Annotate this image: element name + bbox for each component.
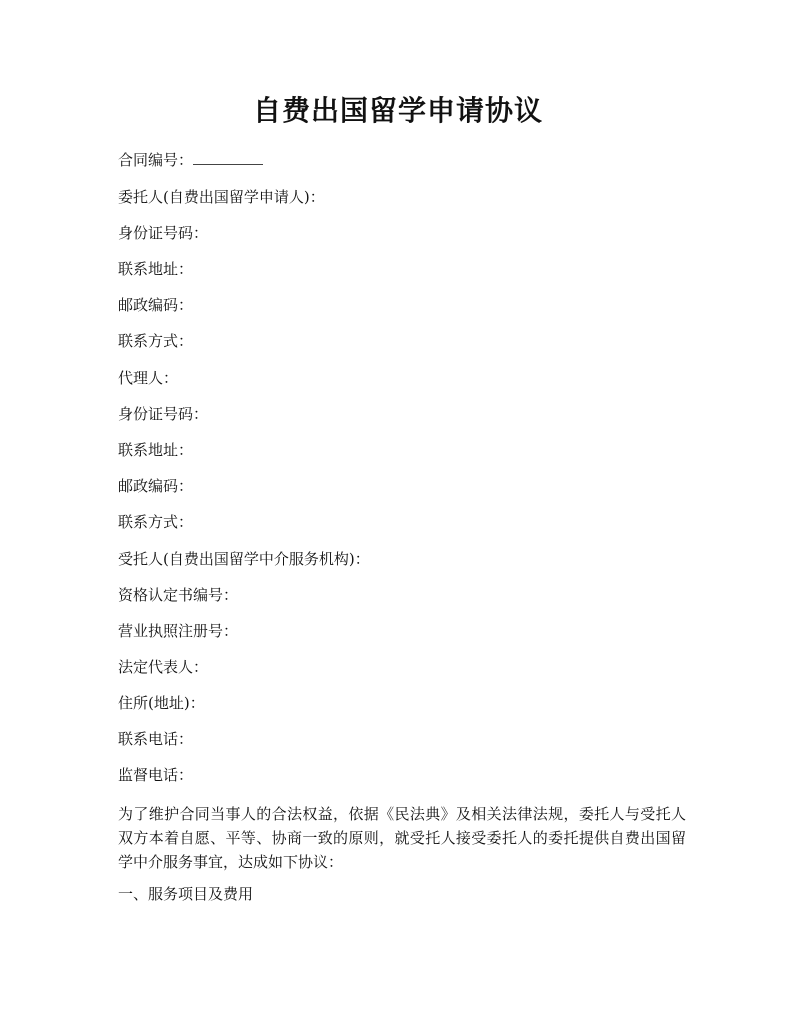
intro-paragraph: 为了维护合同当事人的合法权益，依据《民法典》及相关法律法规，委托人与受托人双方本着自愿、平等、协商一致的原则，就受托人接受委托人的委托提供自费出国留学中介服务事宜，达成如下协议：	[118, 805, 686, 871]
field-client-address: 联系地址：	[118, 260, 194, 278]
field-trustee-license-number: 营业执照注册号：	[118, 622, 239, 640]
field-agent-contact: 联系方式：	[118, 513, 194, 531]
field-agent-postcode: 邮政编码：	[118, 477, 194, 495]
field-supervision-phone: 监督电话：	[118, 766, 194, 784]
field-trustee-certificate-number: 资格认定书编号：	[118, 586, 239, 604]
section-heading: 一、服务项目及费用	[118, 885, 254, 903]
field-client-id-number: 身份证号码：	[118, 224, 209, 242]
field-client: 委托人(自费出国留学申请人)：	[118, 188, 325, 206]
document-title: 自费出国留学申请协议	[252, 94, 543, 127]
contract-number-line	[118, 150, 263, 170]
contract-number-blank	[193, 150, 263, 165]
field-agent: 代理人：	[118, 369, 179, 387]
contract-number-label: 合同编号：	[118, 151, 194, 169]
field-trustee-legal-representative: 法定代表人：	[118, 658, 209, 676]
field-trustee-phone: 联系电话：	[118, 730, 194, 748]
field-client-postcode: 邮政编码：	[118, 296, 194, 314]
field-trustee-address: 住所(地址)：	[118, 694, 205, 712]
field-agent-address: 联系地址：	[118, 441, 194, 459]
field-client-contact: 联系方式：	[118, 332, 194, 350]
field-trustee: 受托人(自费出国留学中介服务机构)：	[118, 550, 370, 568]
field-agent-id-number: 身份证号码：	[118, 405, 209, 423]
